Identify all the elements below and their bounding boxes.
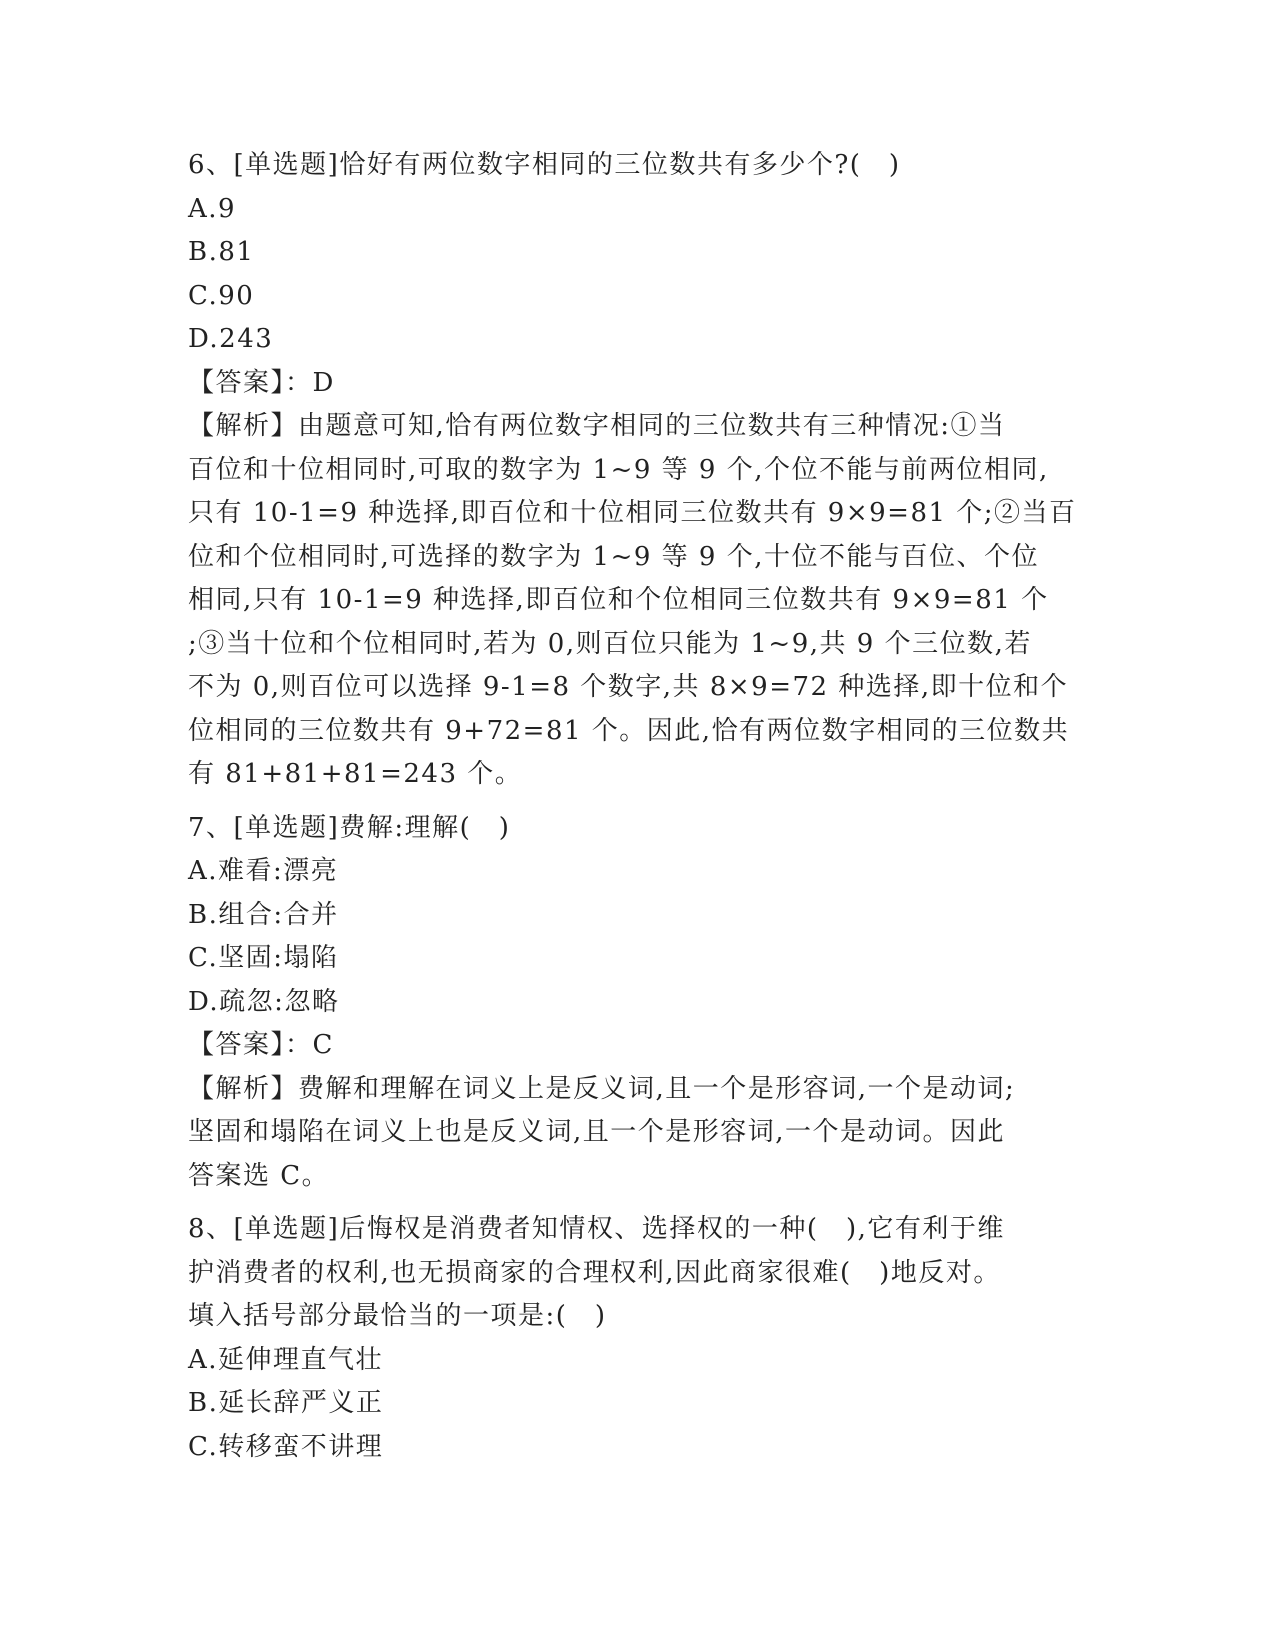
analysis-line: 坚固和塌陷在词义上也是反义词,且一个是形容词,一个是动词。因此 (188, 1117, 1006, 1147)
analysis-line: 位和个位相同时,可选择的数字为 1~9 等 9 个,十位不能与百位、个位 (188, 541, 1039, 572)
answer-label: 【答案】 (188, 1030, 286, 1060)
option-a: A.难看:漂亮 (188, 856, 339, 886)
question-7 (188, 807, 1078, 1199)
analysis-line: 不为 0,则百位可以选择 9-1=8 个数字,共 8×9=72 种选择,即十位和个 (188, 672, 1069, 702)
document-page (188, 144, 1078, 1469)
option-c: C.坚固:塌陷 (188, 943, 339, 973)
option-a: A.延伸理直气壮 (188, 1344, 384, 1375)
analysis-line: 百位和十位相同时,可取的数字为 1~9 等 9 个,个位不能与前两位相同, (188, 454, 1049, 485)
analysis (188, 405, 1078, 797)
analysis-line: ;③当十位和个位相同时,若为 0,则百位只能为 1~9,共 9 个三位数,若 (188, 628, 1032, 659)
analysis-line: 【解析】由题意可知,恰有两位数字相同的三位数共有三种情况:①当 (188, 411, 1006, 441)
analysis-line: 有 81+81+81=243 个。 (188, 759, 523, 789)
option-a: A.9 (188, 193, 237, 224)
analysis-line: 【解析】费解和理解在词义上是反义词,且一个是形容词,一个是动词; (188, 1073, 1016, 1104)
analysis-line: 位相同的三位数共有 9+72=81 个。因此,恰有两位数字相同的三位数共 (188, 715, 1070, 746)
question-stem: 填入括号部分最恰当的一项是:( ) (188, 1301, 607, 1331)
answer-value: ：D (285, 367, 335, 398)
question-6 (188, 144, 1078, 797)
option-d: D.243 (188, 324, 274, 354)
option-b: B.组合:合并 (188, 899, 339, 930)
analysis (188, 1068, 1078, 1199)
question-stem: 7、[单选题]费解:理解( ) (188, 812, 511, 843)
option-c: C.转移蛮不讲理 (188, 1431, 384, 1462)
question-spacer (188, 1198, 1078, 1208)
analysis-line: 相同,只有 10-1=9 种选择,即百位和个位相同三位数共有 9×9=81 个 (188, 585, 1049, 615)
question-8 (188, 1208, 1078, 1469)
analysis-line: 答案选 C。 (188, 1160, 330, 1191)
answer-value: ：C (285, 1030, 334, 1060)
answer-label: 【答案】 (188, 367, 286, 398)
option-c: C.90 (188, 280, 255, 311)
question-stem: 6、[单选题]恰好有两位数字相同的三位数共有多少个?( ) (188, 150, 901, 180)
option-b: B.延长辞严义正 (188, 1388, 384, 1418)
answer-line (188, 1024, 1078, 1068)
question-stem: 8、[单选题]后悔权是消费者知情权、选择权的一种( ),它有利于维 (188, 1214, 1005, 1244)
question-spacer (188, 797, 1078, 807)
option-b: B.81 (188, 237, 255, 267)
analysis-line: 只有 10-1=9 种选择,即百位和十位相同三位数共有 9×9=81 个;②当百 (188, 498, 1077, 528)
answer-line (188, 362, 1078, 406)
option-d: D.疏忽:忽略 (188, 986, 340, 1017)
question-stem: 护消费者的权利,也无损商家的合理权利,因此商家很难( )地反对。 (188, 1257, 1001, 1288)
